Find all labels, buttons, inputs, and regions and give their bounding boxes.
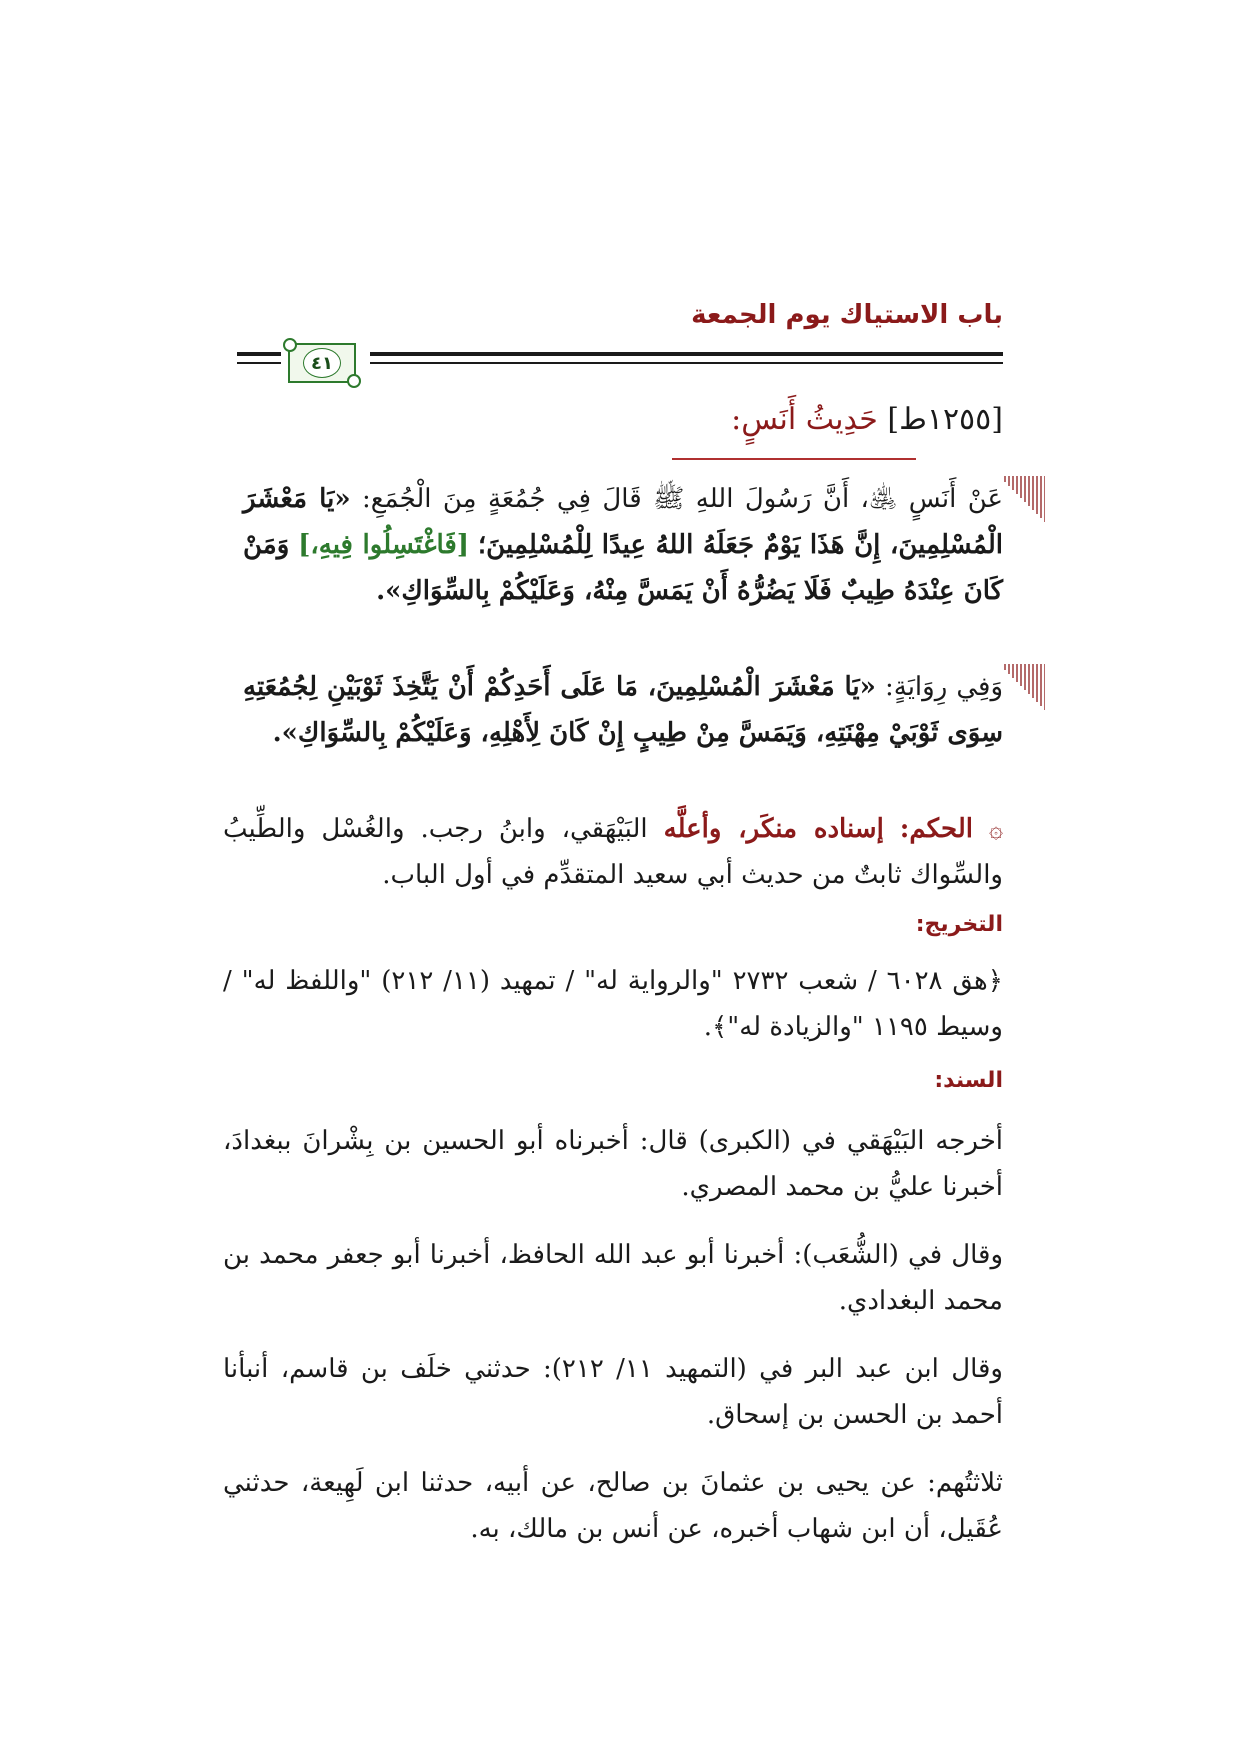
chapter-title: باب الاستياك يوم الجمعة: [691, 300, 1003, 330]
hukm-verdict: إسناده منكَر، وأعلَّه: [663, 814, 884, 844]
header-rule-right-top: [370, 352, 1003, 356]
hadith-quote-2: «يَا مَعْشَرَ الْمُسْلِمِينَ، مَا عَلَى أَحَدِكُمْ أَنْ يَتَّخِذَ ثَوْبَيْنِ لِجُمُعَتِهِ سِوَى ثَوْبَيْ مِهْنَتِهِ، وَيَمَسَّ مِنْ طِيبٍ إِنْ كَانَ لِأَهْلِهِ، وَعَلَيْكُمْ بِالسِّوَاكِ».: [243, 672, 1003, 748]
hadith-quote-1b: وَمَنْ كَانَ عِنْدَهُ طِيبٌ فَلَا يَضُرُّهُ أَنْ يَمَسَّ مِنْهُ، وَعَلَيْكُمْ بِالسِّوَاكِ».: [243, 530, 1003, 606]
sanad-paragraph: وقال ابن عبد البر في (التمهيد ١١/ ٢١٢): حدثني خلَف بن قاسم، أنبأنا أحمد بن الحسن بن إسحاق.: [223, 1354, 1003, 1430]
title-underline: [672, 458, 916, 460]
page-number: ٤١: [303, 348, 341, 378]
hadith-quote-1-addition: [فَاغْتَسِلُوا فِيهِ،]: [298, 530, 470, 560]
hadith-intro-2: وَفِي رِوَايَةٍ:: [885, 672, 1004, 702]
hadith-heading: [731, 402, 1003, 437]
hadith-title: حَدِيثُ أَنَسٍ:: [731, 402, 878, 437]
hadith-number: [١٢٥٥ط]: [887, 402, 1003, 437]
sanad-paragraph: وقال في (الشُّعَب): أخبرنا أبو عبد الله الحافظ، أخبرنا أبو جعفر محمد بن محمد البغدادي.: [223, 1240, 1003, 1316]
hadith-text-2: [243, 664, 1003, 756]
ornament-flower-icon: ۞: [988, 815, 1004, 843]
hadith-quote-1a: «يَا مَعْشَرَ الْمُسْلِمِينَ، إِنَّ هَذَا يَوْمٌ جَعَلَهُ اللهُ عِيدًا لِلْمُسْلِمِينَ؛: [243, 484, 1004, 560]
page-number-badge: [288, 343, 356, 383]
hadith-intro-1: عَنْ أَنَسٍ ﵁، أَنَّ رَسُولَ اللهِ ﷺ قَالَ فِي جُمُعَةٍ مِنَ الْجُمَعِ:: [361, 484, 1004, 514]
hukm-label: الحكم:: [899, 814, 973, 844]
takhrij-text: ﴿هق ٦٠٢٨ / شعب ٢٧٣٢ "والرواية له" / تمهيد (١١/ ٢١٢) "واللفظ له" / وسيط ١١٩٥ "والزيادة له"﴾.: [223, 966, 1003, 1042]
header-rule-right-bottom: [370, 362, 1003, 364]
hadith-text-1: [243, 476, 1003, 614]
corner-ornament-icon: [993, 664, 1045, 710]
takhrij-heading: التخريج:: [915, 912, 1003, 937]
corner-ornament-icon: [993, 476, 1045, 522]
hukm-text: البَيْهَقي، وابنُ رجب. والغُسْل والطِّيبُ والسِّواك ثابتٌ من حديث أبي سعيد المتقدِّم في أول الباب.: [223, 814, 1003, 890]
sanad-paragraph: أخرجه البَيْهَقي في (الكبرى) قال: أخبرناه أبو الحسين بن بِشْرانَ ببغدادَ، أخبرنا عليُّ بن محمد المصري.: [223, 1126, 1003, 1202]
sanad-paragraph: ثلاثتُهم: عن يحيى بن عثمانَ بن صالح، عن أبيه، حدثنا ابن لَهِيعة، حدثني عُقَيل، أن ابن شهاب أخبره، عن أنس بن مالك، به.: [223, 1468, 1003, 1544]
header-rule-left-top: [237, 352, 281, 356]
hadith-text-block-1: [243, 476, 1003, 614]
hukm-paragraph: [223, 806, 1003, 898]
hadith-text-block-2: [243, 664, 1003, 756]
header-rule-left-bottom: [237, 362, 281, 364]
sanad-heading: السند:: [934, 1068, 1003, 1093]
